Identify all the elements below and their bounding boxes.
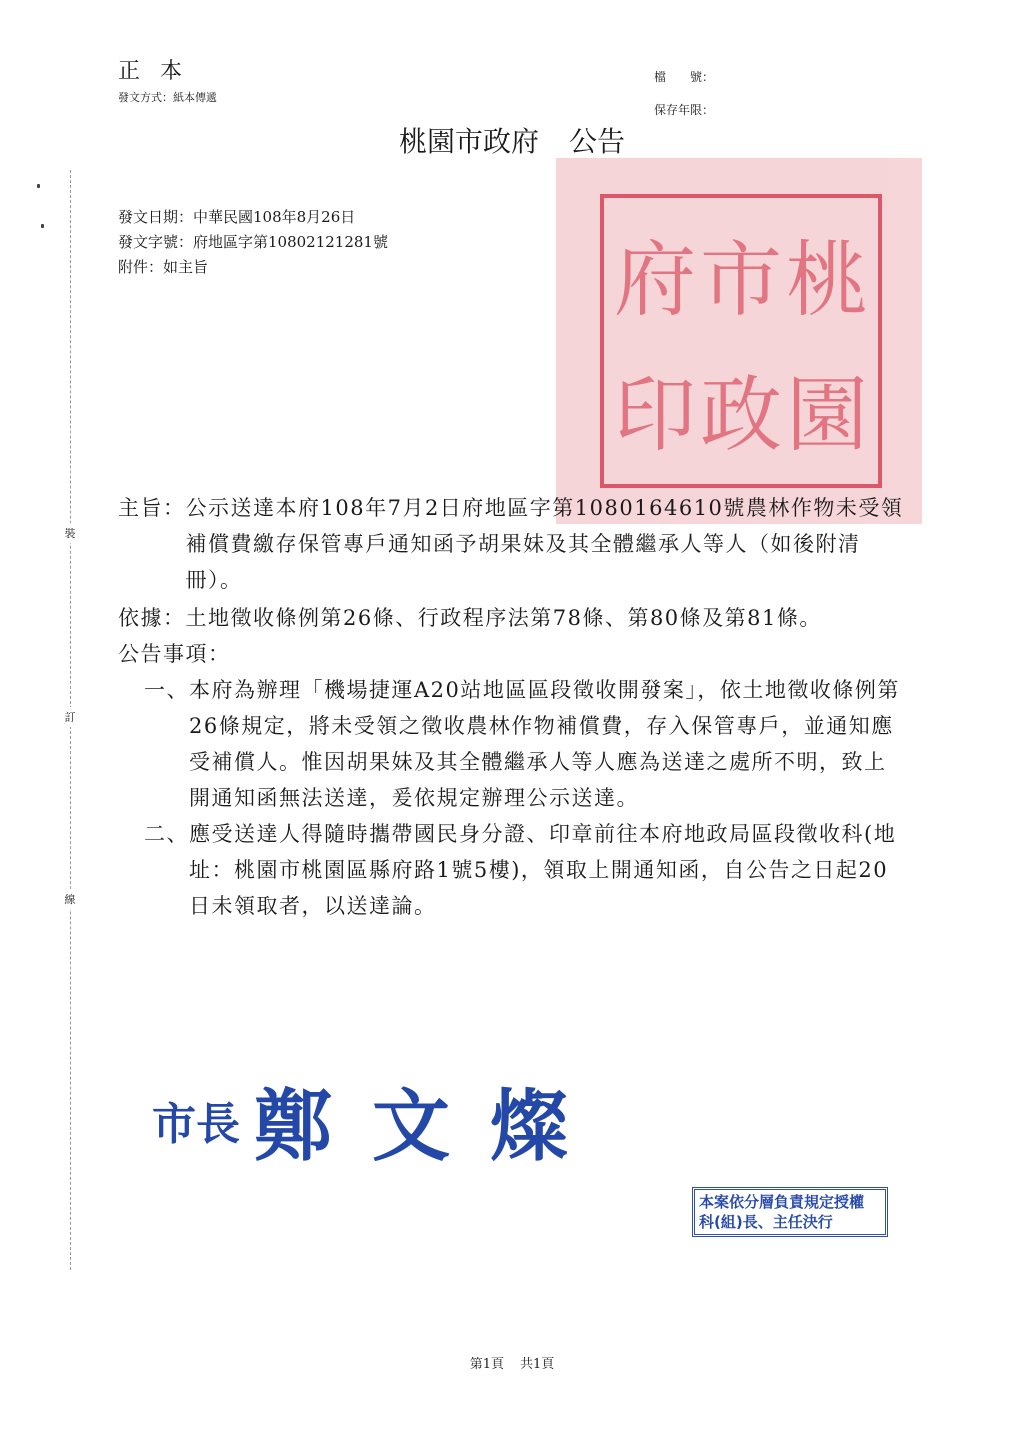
item-text: 本府為辦理「機場捷運A20站地區區段徵收開發案」，依土地徵收條例第26條規定，將未受領之徵收農林作物補償費，存入保管專戶，並通知應受補償人。惟因胡果妹及其全體繼承人等人應為送達之處所不明，致上開通知函無法送達，爰依規定辦理公示送達。 [189,678,900,810]
signature-title: 市長 [152,1099,240,1150]
basis-label: 依據： [118,606,186,630]
item-number: 一、 [144,678,189,702]
items-heading: 公告事項： [118,642,231,666]
title-organization: 桃園市政府 [398,125,539,158]
seal-char: 府 [613,233,696,328]
page-number: 第1頁 [469,1357,504,1372]
seal-char: 印 [613,368,696,463]
attachment: 附件：如主旨 [118,258,209,276]
seal-char: 市 [699,233,782,328]
announcement-item [118,672,908,816]
page-title [0,120,1024,160]
authorization-line-2: 科(組)長、主任決行 [699,1213,833,1231]
mayor-signature [152,1064,608,1176]
issue-date: 發文日期：中華民國108年8月26日 [118,208,356,226]
seal-border [600,194,882,488]
item-text: 應受送達人得隨時攜帶國民身分證、印章前往本府地政局區段徵收科(地址：桃園市桃園區縣府路1號5樓)，領取上開通知函，自公告之日起20日未領取者，以送達論。 [189,822,897,918]
authorization-line-1: 本案依分層負責規定授權 [699,1193,865,1211]
document-meta [118,205,388,280]
page-total: 共1頁 [520,1357,555,1372]
title-doc-type: 公告 [569,125,626,158]
margin-mark [37,184,40,188]
subject-label: 主旨： [118,496,186,520]
margin-mark [41,224,44,228]
send-method: 發文方式：紙本傳遞 [118,91,217,104]
binding-char-zhuang: 裝 [60,523,80,543]
basis-text: 土地徵收條例第26條、行政程序法第78條、第80條及第81條。 [185,606,822,630]
binding-char-ding: 訂 [60,707,80,727]
copy-label: 正本 [118,59,203,84]
reference-number: 發文字號：府地區字第10802121281號 [118,233,388,251]
subject-text: 公示送達本府108年7月2日府地區字第1080164610號農林作物未受領補償費繳存保管專戶通知函予胡果妹及其全體繼承人等人（如後附清冊）。 [185,496,904,592]
seal-char: 政 [699,368,782,463]
retention-period-label: 保存年限： [654,103,715,117]
file-number-label: 檔 號： [654,70,715,84]
binding-char-xian: 線 [60,889,80,909]
seal-grid [612,206,870,476]
item-number: 二、 [144,822,189,846]
authorization-stamp [692,1187,888,1237]
seal-char: 園 [785,368,868,463]
seal-char: 桃 [785,233,868,328]
official-seal [556,158,922,524]
subject-paragraph [118,490,908,598]
announcement-item [118,816,908,924]
signature-name: 鄭文燦 [254,1082,609,1172]
page-footer [0,1353,1024,1372]
announcement-body [118,490,908,924]
basis-paragraph [118,600,908,636]
